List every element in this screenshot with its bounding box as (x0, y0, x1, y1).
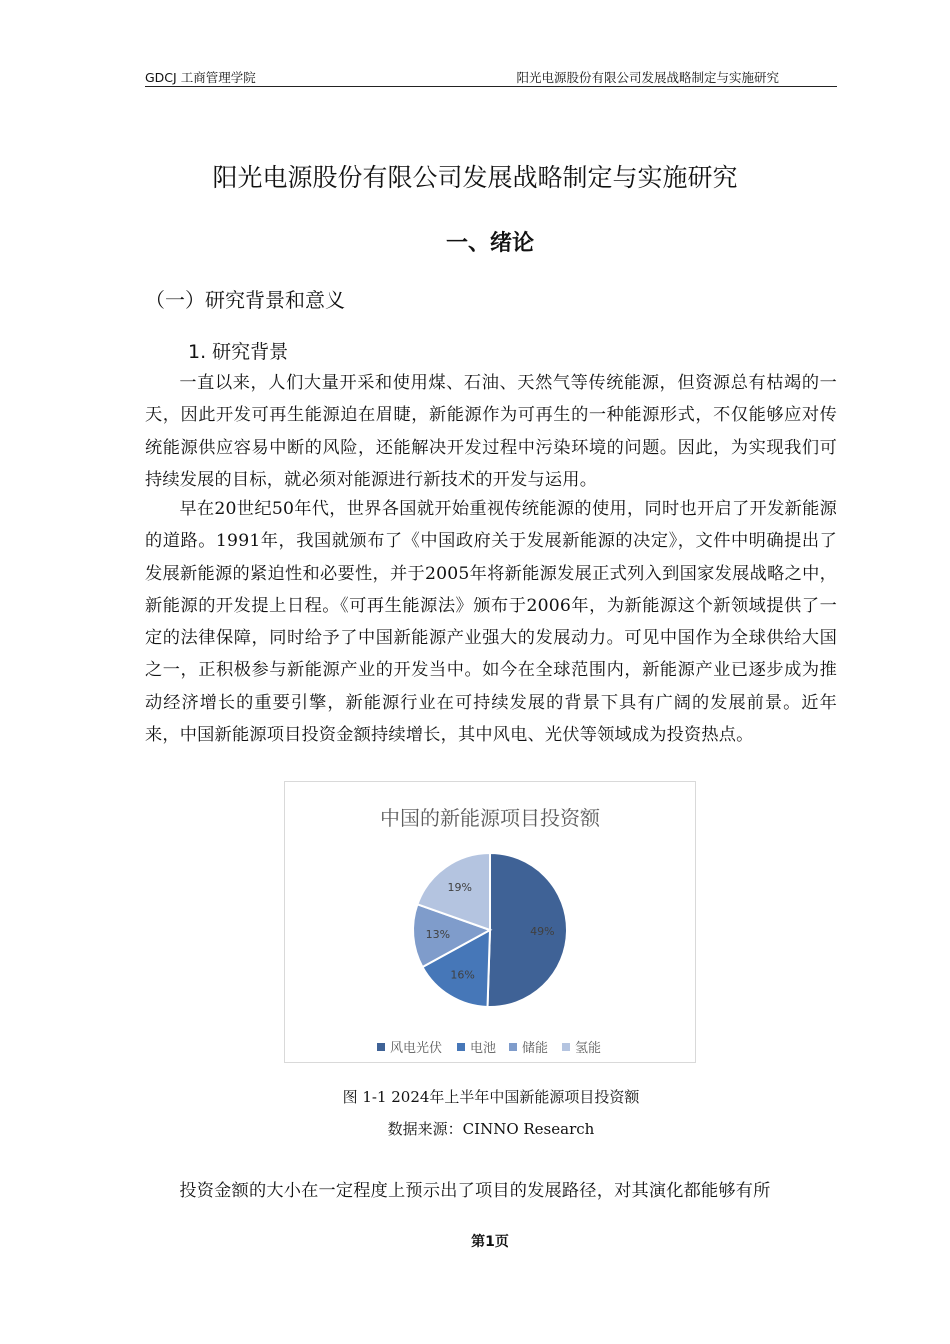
legend-swatch-2 (457, 1043, 465, 1051)
legend-swatch-1 (377, 1043, 385, 1051)
chapter-heading: 一、绪论 (445, 231, 534, 256)
subsection-heading: 1. 研究背景 (188, 341, 289, 363)
legend-label-1: 风电光伏 (390, 1041, 443, 1056)
header-right-text: 阳光电源股份有限公司发展战略制定与实施研究 (516, 70, 779, 85)
pie-slice-label-4: 19% (447, 881, 473, 895)
pie-slice-label-1: 49% (530, 924, 555, 938)
legend-swatch-4 (562, 1043, 570, 1051)
legend-swatch-3 (509, 1043, 517, 1051)
legend-label-3: 储能 (522, 1041, 549, 1056)
paragraph-2: 早在20世纪50年代，世界各国就开始重视传统能源的使用，同时也开启了开发新能源的道路。1991年，我国就颁布了《中国政府关于发展新能源的决定》，文件中明确提出了发展新能源的紧迫性和必要性，并于2005年将新能源发展正式列入到国家发展战略之中，新能源的开发提上日程。《可再生能源法》颁布于2006年，为新能源这个新领域提供了一定的法律保障，同时给予了中国新能源产业强大的发展动力。可见中国作为全球供给大国之一，正积极参与新能源产业的开发当中。如今在全球范围内，新能源产业已逐步成为推动经济增长的重要引擎，新能源行业在可持续发展的背景下具有广阔的发展前景。近年来，中国新能源项目投资金额持续增长，其中风电、光伏等领域成为投资热点。 (145, 499, 837, 746)
paragraph-1: 一直以来，人们大量开采和使用煤、石油、天然气等传统能源，但资源总有枯竭的一天，因此开发可再生能源迫在眉睫，新能源作为可再生的一种能源形式，不仅能够应对传统能源供应容易中断的风险，还能解决开发过程中污染环境的问题。因此，为实现我们可持续发展的目标，就必须对能源进行新技术的开发与运用。 (145, 373, 837, 490)
pie-slice-label-2: 16% (450, 968, 475, 982)
header-left-text: GDCJ 工商管理学院 (145, 70, 256, 85)
document-title: 阳光电源股份有限公司发展战略制定与实施研究 (212, 163, 738, 192)
pie-slice-1 (488, 853, 567, 1007)
legend-label-2: 电池 (470, 1041, 497, 1056)
figure-source: 数据来源：CINNO Research (387, 1120, 595, 1138)
chart-title: 中国的新能源项目投资额 (380, 806, 600, 830)
pie-chart (285, 782, 695, 1062)
pie-slice-label-3: 13% (425, 928, 451, 942)
legend-label-4: 氢能 (575, 1041, 602, 1056)
page-number: 第1页 (471, 1234, 509, 1250)
paragraph-3: 投资金额的大小在一定程度上预示出了项目的发展路径，对其演化都能够有所 (179, 1181, 771, 1201)
figure-caption: 图 1-1 2024年上半年中国新能源项目投资额 (342, 1088, 640, 1106)
page-header (145, 66, 837, 87)
pie-chart-figure (284, 781, 696, 1063)
section-heading: （一）研究背景和意义 (145, 288, 345, 312)
